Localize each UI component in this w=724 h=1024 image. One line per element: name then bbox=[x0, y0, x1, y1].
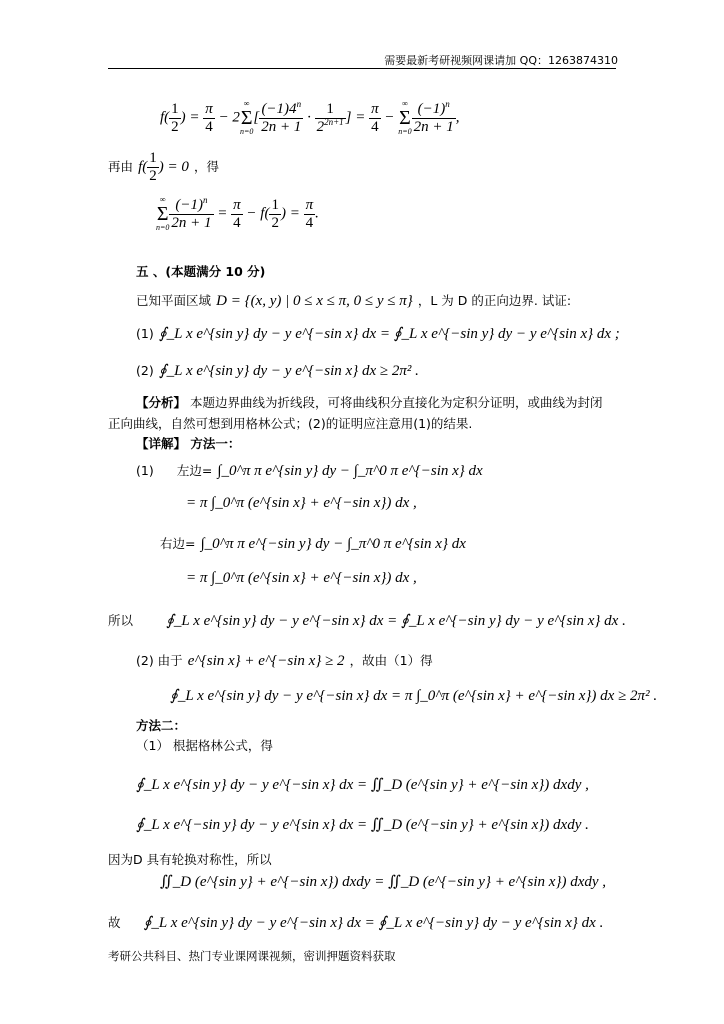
right-side-label: 右边= bbox=[160, 536, 196, 551]
condition-f-half-zero: f( $\frac{1}{2}$ ) = 0 bbox=[138, 150, 189, 184]
left-side-line-1 bbox=[136, 460, 483, 480]
analysis-line-1 bbox=[136, 393, 603, 411]
claim-2-equation: ∮_L x e^{sin y} dy − y e^{−sin x} dx ≥ 2π² . bbox=[158, 363, 419, 379]
conclusion-equation: ∮_L x e^{sin y} dy − y e^{−sin x} dx = ∮_L x e^{−sin y} dy − y e^{sin x} dx . bbox=[166, 613, 626, 629]
text-de: ，得 bbox=[194, 158, 220, 174]
detail-tag: 【详解】 bbox=[136, 436, 187, 451]
symmetry-equation: ∬_D (e^{sin y} + e^{−sin x}) dxdy = ∬_D (e^{−sin y} + e^{sin x}) dxdy , bbox=[160, 874, 607, 890]
analysis-line-2: 正向曲线，自然可想到用格林公式；(2)的证明应注意用(1)的结果. bbox=[108, 416, 473, 431]
part-2-statement bbox=[136, 650, 433, 670]
section-title: 五 、(本题满分 10 分) bbox=[136, 264, 266, 279]
text-zaiyou: 再由 bbox=[108, 158, 134, 174]
part-1-label: (1) bbox=[136, 463, 154, 478]
part-2-equation: ∮_L x e^{sin y} dy − y e^{−sin x} dx = π ∫_0^π (e^{sin x} + e^{−sin x}) dx ≥ 2π² . bbox=[170, 688, 658, 704]
method-2-part-1: （1） 根据格林公式，得 bbox=[136, 738, 273, 753]
claim-1-equation: ∮_L x e^{sin y} dy − y e^{−sin x} dx = ∮_L x e^{−sin y} dy − y e^{sin x} dx ; bbox=[158, 326, 620, 342]
final-conclusion bbox=[108, 912, 603, 932]
detail-heading bbox=[136, 434, 240, 452]
green-formula-1: ∮_L x e^{sin y} dy − y e^{−sin x} dx = ∬_D (e^{sin y} + e^{−sin x}) dxdy , bbox=[136, 777, 589, 793]
analysis-text-1: 本题边界曲线为折线段，可将曲线积分直接化为定积分证明，或曲线为封闭 bbox=[190, 395, 603, 410]
left-side-line-2: = π ∫_0^π (e^{sin x} + e^{−sin x}) dx , bbox=[186, 495, 417, 511]
conclusion-part-1 bbox=[108, 610, 626, 630]
text-suoyi: 所以 bbox=[108, 613, 134, 628]
page-footer: 考研公共科目、热门专业课网课视频，密训押题资料获取 bbox=[108, 949, 396, 963]
method-1-label: 方法一： bbox=[190, 436, 241, 451]
equation-series-result: ∞ Σ n=0 $\frac{(-1)^n}{2n + 1}$ = $\frac{\pi}{4}$ − f( $\frac{1}{2}$ ) = $\frac{\pi}{4}$ . bbox=[156, 194, 319, 232]
final-equation: ∮_L x e^{sin y} dy − y e^{−sin x} dx = ∮_L x e^{−sin y} dy − y e^{sin x} dx . bbox=[143, 915, 604, 931]
claim-1 bbox=[136, 323, 620, 343]
claim-2-label: (2) bbox=[136, 363, 154, 378]
domain-D: D = {(x, y) | 0 ≤ x ≤ π, 0 ≤ y ≤ π} bbox=[216, 293, 413, 309]
page-header: 需要最新考研视频网课请加 QQ：1263874310 bbox=[384, 54, 618, 67]
right-side-line-2: = π ∫_0^π (e^{sin x} + e^{−sin x}) dx , bbox=[186, 570, 417, 586]
analysis-tag: 【分析】 bbox=[136, 395, 187, 410]
right-side-line-1 bbox=[160, 533, 466, 553]
problem-statement bbox=[136, 290, 571, 310]
claim-2 bbox=[136, 360, 419, 380]
green-formula-2: ∮_L x e^{−sin y} dy − y e^{sin x} dx = ∬_D (e^{−sin y} + e^{sin x}) dxdy . bbox=[136, 817, 589, 833]
claim-1-label: (1) bbox=[136, 326, 154, 341]
symmetry-statement: 因为D 具有轮换对称性，所以 bbox=[108, 852, 272, 867]
condition-line bbox=[108, 150, 219, 184]
right-side-integral: ∫_0^π π e^{−sin y} dy − ∫_π^0 π e^{sin x} dx bbox=[200, 536, 466, 552]
left-side-integral: ∫_0^π π e^{sin y} dy − ∫_π^0 π e^{−sin x} dx bbox=[217, 463, 483, 479]
text-gu: 故 bbox=[108, 915, 121, 930]
text-given-suffix: ，L 为 D 的正向边界. 试证: bbox=[417, 293, 572, 308]
equation-f-half-series: f( $\frac{1}{2}$ ) = $\frac{\pi}{4}$ − 2 ∞ Σ n=0 [ $\frac{(-1)4^n}{2n + 1}$ · $\frac{1}{2^{2n+1}}$ ] = $\frac{\pi}{4}$ − ∞ Σ n=0 $\frac{(-1)^n}{2n + 1}$ , bbox=[160, 98, 460, 136]
inequality-exp-sum: e^{sin x} + e^{−sin x} ≥ 2 bbox=[187, 653, 345, 669]
left-side-label: 左边= bbox=[176, 463, 213, 478]
part-2-suffix: ，故由（1）得 bbox=[349, 653, 433, 668]
method-2-label: 方法二： bbox=[136, 718, 187, 733]
header-rule bbox=[108, 68, 616, 69]
part-2-prefix: (2) 由于 bbox=[136, 653, 183, 668]
text-given-prefix: 已知平面区域 bbox=[136, 293, 212, 308]
